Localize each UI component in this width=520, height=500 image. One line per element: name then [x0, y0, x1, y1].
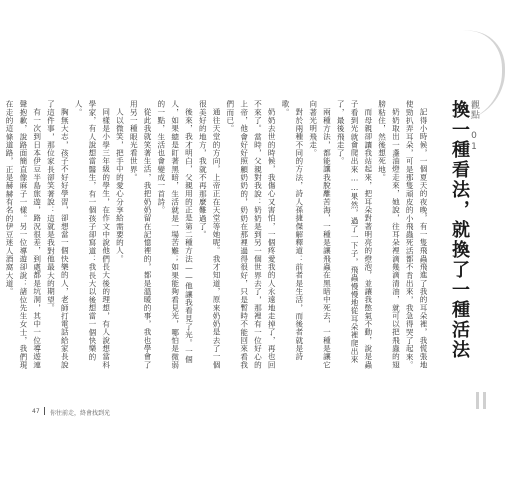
paragraph: 有一次到日本伊豆半島旅遊，路況很差，到處都是坑洞，其中一位導遊連聲抱歉，說路面簡直像麻子一樣。另一位導遊卻說：諸位先生女士，我們現在走的這條道路，正是赫赫有名的伊豆迷人酒窩大道。 — [5, 100, 42, 369]
paragraph: 胸無大志，孩子不好好學習，卻想當一個快樂的人，老師打電話給家長說了這件事，那位家長卻笑著說：這就是我對他最大的期望。 — [46, 100, 70, 369]
paragraph: 從此我就笑著生活，我把奶奶留在記憶裡的，都是溫暖的事，我也學會了用另一種眼光看世界。 — [129, 100, 153, 369]
paragraph: 兩種方法，都能讓我脫離苦海，一種是讓飛蟲在黑暗中死去，一種是讓它向著光明飛走。 — [308, 100, 332, 369]
chapter-title: 換一種看法，就換了一種活法 — [449, 100, 470, 360]
paragraph: 對於兩種不同的方法，詩人孫捷傑解釋道：前者是生活，而後者就是詩歌。 — [281, 100, 304, 361]
paragraph: 奶奶取出一盞油燈走來，她說，往耳朵裡滴幾滴清油，就可以把飛蟲的翅膀粘住，然後想死地。 — [377, 100, 401, 369]
page-number: 47 — [32, 408, 40, 415]
decorative-bar — [476, 392, 479, 409]
footer-divider — [44, 407, 45, 415]
chapter-label: 觀點 01 — [469, 100, 479, 153]
paragraph: 奶奶去世的時候，我傷心又害怕，一個疼愛我的人永遠地走掉了，再也回不來了。當時，父親對我說：奶奶是到另一個世界去了，那裡有一位好心的上帝，他會好好照顧奶奶的，奶奶在那裡過得很好，只是暫時不能回來看我們而已。 — [225, 100, 277, 369]
paragraph: 而母親卻讓我站起來，把耳朵對著明亮的燈泡，並讓我憋氣不動，說是蟲子看到光就會爬出來……果然，過了一下子，飛蟲慢慢地從耳朵裡爬出來了，最後飛走了。 — [336, 100, 373, 369]
paragraph: 通往天堂的方向，上帝正在天堂等她呢。我才知道，原來奶奶是去了一個很美好的地方，我就不再那麼難過了。 — [198, 100, 222, 369]
paragraph: 同樣是小學三年級的學生，在作文中說他們長大後的理想，有人說想當科學家，有人說想當醫生，有一個孩子卻寫道：我長大以後想當一個快樂的人。 — [74, 100, 111, 369]
decorative-bars — [476, 392, 486, 409]
paragraph: 記得小時候，一個夏天的夜晚，有一隻飛蟲飛進了我的耳朵裡，我慌張地使勁扒弄耳朵，可是那隻頑皮的小飛蟲死活都不肯出來，我急得哭了起來。 — [405, 100, 428, 369]
paragraph: 後來，我才明白，父親用的正是第二種方法——他讓我看見了光。一個人，如果總是盯著黑暗，生活就是一場苦難；如果能夠看見光，哪怕是微弱的一點，生活也會變成一首詩。 — [156, 100, 194, 369]
highlight-paragraph — [0, 100, 2, 370]
running-book-title: 你往前走，終會找到光 — [50, 410, 111, 417]
body-text — [5, 100, 430, 370]
paragraph: 人以微笑，把手中的愛心分享給需要的人。 — [115, 107, 125, 263]
decorative-bar — [483, 392, 486, 409]
